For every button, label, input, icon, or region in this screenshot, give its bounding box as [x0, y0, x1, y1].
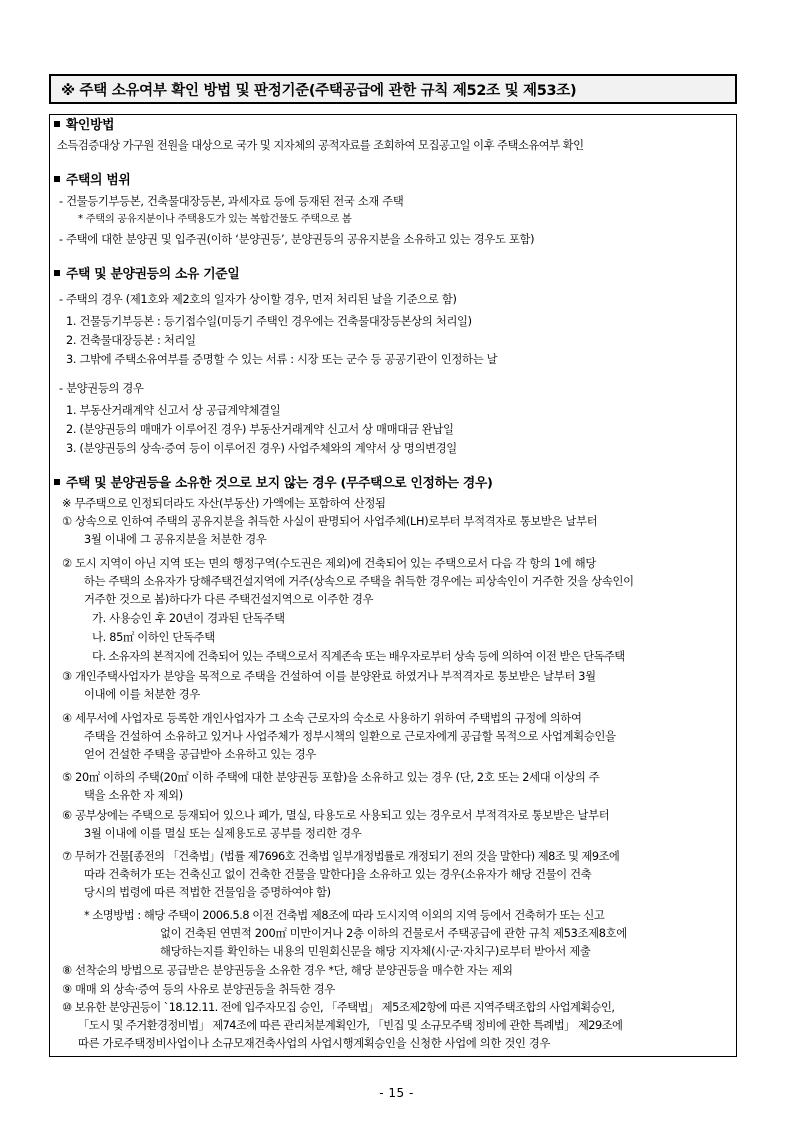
text-line: 3. 그밖에 주택소유여부를 증명할 수 있는 서류 : 시장 또는 군수 등 공공기관이 인정하는 날 — [66, 353, 498, 366]
bullet-icon — [54, 176, 60, 182]
text-line: ⑨ 매매 외 상속·증여 등의 사유로 분양권등을 취득한 경우 — [62, 983, 335, 996]
note-line: 해당하는지를 확인하는 내용의 민원회신문을 해당 지자체(시·군·자치구)로부터 받아서 제출 — [160, 945, 591, 958]
text-line: 나. 85㎡ 이하인 단독주택 — [92, 631, 215, 644]
text-line: 1. 건물등기부등본 : 등기접수일(미등기 주택인 경우에는 건축물대장등본상의 처리일) — [66, 315, 472, 328]
text-line: 3월 이내에 이를 멸실 또는 실제용도로 공부를 정리한 경우 — [84, 827, 362, 840]
bullet-icon — [54, 121, 60, 127]
text-line: 가. 사용승인 후 20년이 경과된 단독주택 — [92, 612, 285, 625]
text-line: ※ 무주택으로 인정되더라도 자산(부동산) 가액에는 포함하여 산정됨 — [62, 497, 386, 510]
document-title: ※ 주택 소유여부 확인 방법 및 판정기준(주택공급에 관한 규칙 제52조 및 제53조) — [61, 82, 577, 99]
text-line: 3. (분양권등의 상속·증여 등이 이루어진 경우) 사업주체와의 계약서 상 명의변경일 — [66, 442, 457, 455]
page-number: - 15 - — [379, 1086, 414, 1100]
text-line: 거주한 것으로 봄)하다가 다른 주택건설지역으로 이주한 경우 — [84, 593, 374, 606]
section-header-exceptions — [54, 476, 493, 492]
text-line: 주택을 건설하여 소유하고 있거나 사업주체가 정부시책의 일환으로 근로자에게 공급할 목적으로 사업계획승인을 — [84, 730, 616, 743]
text-line: - 주택에 대한 분양권 및 입주권(이하 ‘분양권등’, 분양권등의 공유지분을 소유하고 있는 경우도 포함) — [59, 233, 535, 246]
section-header-scope — [54, 173, 130, 189]
header-text: 주택 및 분양권등의 소유 기준일 — [66, 267, 240, 282]
text-line: ① 상속으로 인하여 주택의 공유지분을 취득한 사실이 판명되어 사업주체(LH)로부터 부적격자로 통보받은 날부터 — [62, 515, 598, 528]
title-box — [49, 74, 737, 104]
text-line: 다. 소유자의 본적지에 건축되어 있는 주택으로서 직계존속 또는 배우자로부터 상속 등에 의하여 이전 받은 단독주택 — [92, 650, 625, 663]
text-line: ⑥ 공부상에는 주택으로 등재되어 있으나 폐가, 멸실, 타용도로 사용되고 있는 경우로서 부적격자로 통보받은 날부터 — [62, 809, 610, 822]
text-line: 2. (분양권등의 매매가 이루어진 경우) 부동산거래계약 신고서 상 매매대금 완납일 — [66, 423, 454, 436]
header-text: 주택의 범위 — [66, 173, 131, 188]
text-line: - 건물등기부등본, 건축물대장등본, 과세자료 등에 등재된 전국 소재 주택 — [59, 195, 404, 208]
text-line: 하는 주택의 소유자가 당해주택건설지역에 거주(상속으로 주택을 취득한 경우에는 피상속인이 거주한 것을 상속인이 — [84, 575, 634, 588]
header-text: 확인방법 — [66, 118, 115, 133]
text-line: 2. 건축물대장등본 : 처리일 — [66, 334, 196, 347]
text-line: ⑦ 무허가 건물[종전의 「건축법」(법률 제7696호 건축법 일부개정법률로 개정되기 전의 것을 말한다) 제8조 및 제9조에 — [62, 850, 620, 863]
header-text: 주택 및 분양권등을 소유한 것으로 보지 않는 경우 (무주택으로 인정하는 경우) — [66, 476, 493, 491]
section-header-criteria — [54, 267, 239, 283]
text-line: 「도시 및 주거환경정비법」 제74조에 따른 관리처분계획인가, 「빈집 및 소규모주택 정비에 관한 특례법」 제29조에 — [78, 1019, 623, 1032]
text-line: 택을 소유한 자 제외) — [84, 789, 183, 802]
text-line: 이내에 이를 처분한 경우 — [84, 688, 201, 701]
text-line: 얻어 건설한 주택을 공급받아 소유하고 있는 경우 — [84, 748, 317, 761]
bullet-icon — [54, 270, 60, 276]
text-line: ⑤ 20㎡ 이하의 주택(20㎡ 이하 주택에 대한 분양권등 포함)을 소유하고 있는 경우 (단, 2호 또는 2세대 이상의 주 — [62, 771, 600, 784]
text-line: ② 도시 지역이 아닌 지역 또는 면의 행정구역(수도권은 제외)에 건축되어 있는 주택으로서 다음 각 항의 1에 해당 — [62, 557, 596, 570]
text-line: - 분양권등의 경우 — [59, 382, 144, 395]
text-line: 1. 부동산거래계약 신고서 상 공급계약체결일 — [66, 404, 281, 417]
bullet-icon — [54, 479, 60, 485]
text-line: ⑩ 보유한 분양권등이 `18.12.11. 전에 입주자모집 승인, 「주택법」 제5조제2항에 따른 지역주택조합의 사업계획승인, — [62, 1001, 615, 1014]
text-line: ④ 세무서에 사업자로 등록한 개인사업자가 그 소속 근로자의 숙소로 사용하기 위하여 주택법의 규정에 의하여 — [62, 712, 582, 725]
note-line: 없이 건축된 연면적 200㎡ 미만이거나 2층 이하의 건물로서 주택공급에 관한 규칙 제53조제8호에 — [160, 927, 627, 940]
text-line: 3월 이내에 그 공유지분을 처분한 경우 — [84, 533, 267, 546]
text-line: 따라 건축허가 또는 건축신고 없이 건축한 건물을 말한다]을 소유하고 있는 경우(소유자가 해당 건물이 건축 — [84, 868, 592, 881]
text-line: 따른 가로주택정비사업이나 소규모재건축사업의 사업시행계획승인을 신청한 사업에 의한 것인 경우 — [78, 1037, 551, 1050]
text-line: 당시의 법령에 따른 적법한 건물임을 증명하여야 함) — [84, 886, 331, 899]
text-line: ③ 개인주택사업자가 분양을 목적으로 주택을 건설하여 이를 분양완료 하였거나 부적격자로 통보받은 날부터 3월 — [62, 670, 596, 683]
section-header-method — [54, 118, 114, 134]
note-line: * 소명방법 : 해당 주택이 2006.5.8 이전 건축법 제8조에 따라 도시지역 이외의 지역 등에서 건축허가 또는 신고 — [84, 909, 605, 922]
text-line: - 주택의 경우 (제1호와 제2호의 일자가 상이할 경우, 먼저 처리된 날을 기준으로 함) — [59, 293, 457, 306]
text-line: ⑧ 선착순의 방법으로 공급받은 분양권등을 소유한 경우 *단, 해당 분양권등을 매수한 자는 제외 — [62, 964, 513, 977]
text-line: 소득검증대상 가구원 전원을 대상으로 국가 및 지자체의 공적자료를 조회하여 모집공고일 이후 주택소유여부 확인 — [57, 139, 584, 152]
note-line: * 주택의 공유지분이나 주택용도가 있는 복합건물도 주택으로 봄 — [78, 214, 352, 225]
